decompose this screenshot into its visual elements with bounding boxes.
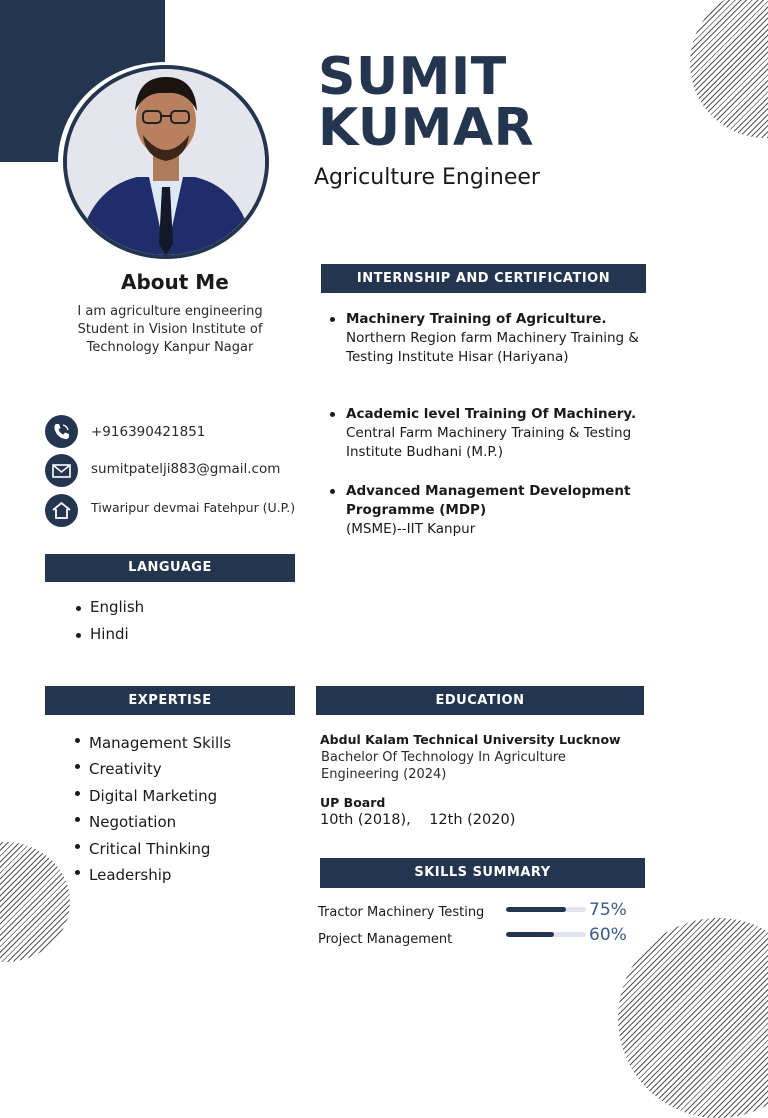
first-name: SUMIT (318, 47, 507, 107)
email-address: sumitpatelji883@gmail.com (91, 461, 281, 477)
expertise-heading: EXPERTISE (45, 686, 295, 715)
skill-label: Project Management (318, 932, 453, 947)
language-list (74, 598, 144, 643)
list-item: Negotiation (73, 809, 231, 835)
cert-title: Academic level Training Of Machinery. (346, 406, 637, 422)
job-title: Agriculture Engineer (314, 165, 540, 190)
cert-item (346, 310, 646, 367)
skill-bar-track (506, 932, 586, 937)
cert-title: Machinery Training of Agriculture. (346, 311, 607, 327)
skill-label: Tractor Machinery Testing (318, 905, 485, 920)
hatched-circle-top-right (690, 0, 768, 138)
phone-icon (45, 415, 78, 448)
skill-bar-fill (506, 932, 554, 937)
profile-photo (63, 65, 269, 259)
skill-bar-fill (506, 907, 566, 912)
phone-number: +916390421851 (91, 424, 206, 440)
hatched-circle-bottom-right (618, 918, 768, 1118)
list-item: Creativity (73, 756, 231, 782)
list-item: Leadership (73, 862, 231, 888)
board-name: UP Board (320, 795, 386, 810)
university-name: Abdul Kalam Technical University Lucknow (320, 732, 621, 747)
internship-heading: INTERNSHIP AND CERTIFICATION (321, 264, 646, 293)
cert-title: Advanced Management Development Programme (MDP) (346, 483, 631, 518)
home-icon (45, 494, 78, 527)
expertise-list (73, 730, 231, 888)
list-item: Hindi (74, 625, 144, 643)
skill-percent: 60% (589, 925, 627, 945)
cert-detail: Central Farm Machinery Training & Testing Institute Budhani (M.P.) (346, 425, 632, 460)
skill-bar-track (506, 907, 586, 912)
full-name (318, 47, 535, 158)
hatched-circle-bottom-left (0, 842, 70, 962)
list-item: Critical Thinking (73, 836, 231, 862)
cert-item (346, 405, 646, 462)
about-heading: About Me (121, 270, 229, 294)
cert-item (346, 482, 646, 539)
skills-heading: SKILLS SUMMARY (320, 858, 645, 888)
list-item: Management Skills (73, 730, 231, 756)
cert-detail: (MSME)--IIT Kanpur (346, 521, 476, 537)
about-text: I am agriculture engineering Student in Vision Institute of Technology Kanpur Nagar (77, 304, 263, 355)
last-name: KUMAR (318, 98, 535, 158)
email-icon (45, 454, 78, 487)
cert-detail: Northern Region farm Machinery Training & Testing Institute Hisar (Hariyana) (346, 330, 639, 365)
board-years: 10th (2018), 12th (2020) (320, 812, 516, 828)
person-illustration (67, 69, 265, 255)
skill-percent: 75% (589, 900, 627, 920)
language-heading: LANGUAGE (45, 554, 295, 582)
degree-text: Bachelor Of Technology In Agriculture Engineering (2024) (321, 750, 566, 782)
list-item: Digital Marketing (73, 783, 231, 809)
education-heading: EDUCATION (316, 686, 644, 715)
home-address: Tiwaripur devmai Fatehpur (U.P.) (91, 500, 296, 515)
list-item: English (74, 598, 144, 616)
